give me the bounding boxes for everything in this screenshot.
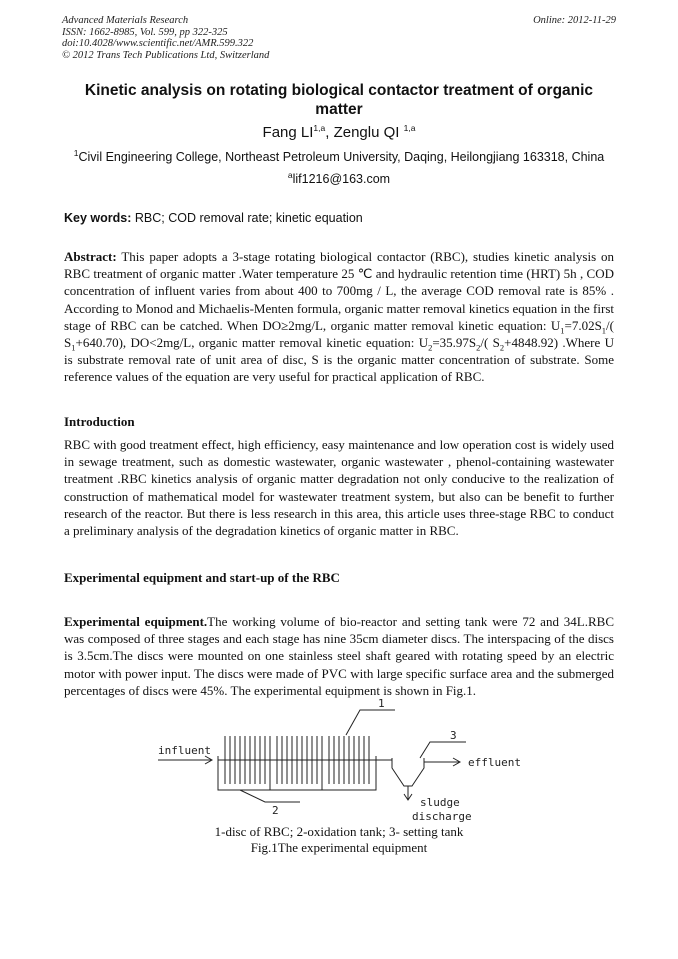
intro-text: RBC with good treatment effect, high efficiency, easy maintenance and low operation cost is widely used in sewage treatment, such as domestic wastewater, organic wastewater , phenol-containing wastewater treatment .RBC kinetics analysis of organic matter degradation not only conducive to the realization of construction of mathematical model for wastewater treatment system, but also can be benefit to further research of the reactor. But there is less research in this area, this article uses three-stage RBC to conduct a preliminary analysis of the degradation kinetics of organic matter in RBC. [64,437,614,539]
intro-heading: Introduction [64,414,135,429]
leader-line-2 [240,790,300,802]
figure-legend: 1-disc of RBC; 2-oxidation tank; 3- setting tank [214,824,464,839]
abstract-text: =7.02S [564,317,602,333]
affiliation [62,147,616,164]
affiliation-sup: 1 [73,147,79,158]
author-separator: , [325,124,334,141]
setting-tank [392,758,424,786]
issn: ISSN: 1662-8985, Vol. 599, pp 322-325 [62,26,228,38]
keywords-label: Key words: [64,211,132,225]
figure-caption: Fig.1The experimental equipment [250,840,428,855]
leader-line-1 [346,710,395,735]
sludge-label: sludge [420,796,460,809]
abstract [64,248,614,386]
abstract-text: /( S [480,335,500,351]
author-2-sup: 1,a [403,123,416,133]
author-1: Fang LI [262,124,314,141]
effluent-label: effluent [468,756,521,769]
doi: doi:10.4028/www.scientific.net/AMR.599.322 [62,38,254,49]
leader-line-3 [420,742,466,758]
label-1: 1 [378,697,385,710]
subscript: 2 [499,342,505,353]
abstract-text: +640.70), DO<2mg/L, organic matter removal kinetic equation: U [75,335,429,351]
equipment-label: Experimental equipment. [64,614,208,629]
paper-title [62,81,616,119]
subscript: 1 [601,325,607,336]
equipment-diagram [0,695,678,825]
email [62,169,616,186]
influent-label: influent [158,744,211,757]
keywords [64,211,616,225]
author-1-sup: 1,a [313,123,326,133]
abstract-text: =35.97S [432,335,477,351]
equipment-text: The working volume of bio-reactor and setting tank were 72 and 34L.RBC was composed of three stages and each stage has nine 35cm diameter discs. The interspacing of the discs is 3.5cm.The discs were mounted on one stainless steel shaft geared with rotating speed by an electric motor with power input. The discs were made of PVC with large specific surface area and the submerged percentages of discs were 45%. The experimental equipment is shown in Fig.1. [64,614,614,698]
copyright: © 2012 Trans Tech Publications Ltd, Switzerland [62,49,270,61]
abstract-label: Abstract: [64,249,117,264]
journal-header [62,15,616,61]
subscript: 2 [476,342,481,353]
label-3: 3 [450,729,457,742]
online-date: Online: 2012-11-29 [533,15,616,26]
abstract-text: This paper adopts a 3-stage rotating biological contactor (RBC), studies kinetic analysis on RBC treatment of organic matter .Water temperature 25 ℃ and hydraulic retention time (HRT) 5h , COD concentration of influent varies from about 400 to 700mg / L, the average COD removal rate is 85% . According to Monod and Michaelis-Menten formula, organic matter removal kinetics equation in the first stage of RBC can be catched. When DO≥2mg/L, organic matter removal kinetic equation: U [64,249,614,333]
subscript: 2 [428,342,433,353]
author-2: Zenglu QI [333,124,404,141]
affiliation-text: Civil Engineering College, Northeast Petroleum University, Daqing, Heilongjiang 163318, China [78,150,605,164]
email-address[interactable]: lif1216@163.com [292,172,391,186]
section-heading: Experimental equipment and start-up of the RBC [64,570,340,585]
subscript: 1 [560,325,565,336]
equipment-paragraph [64,613,614,699]
keywords-text: RBC; COD removal rate; kinetic equation [131,211,363,225]
abstract-text: /( S [64,317,614,351]
journal-name: Advanced Materials Research [62,15,189,26]
label-2: 2 [272,804,279,817]
email-sup: a [287,169,293,180]
subscript: 1 [71,342,76,353]
title-line-2: matter [315,101,363,118]
title-line-1: Kinetic analysis on rotating biological contactor treatment of organic [84,82,594,99]
authors [62,124,616,141]
abstract-text: +4848.92) .Where U is substrate removal rate of unit area of disc, S is the organic matter concentration of substrate. Some reference values of the equation are very useful for practical application of RBC. [64,335,614,385]
discharge-label: discharge [412,810,472,823]
